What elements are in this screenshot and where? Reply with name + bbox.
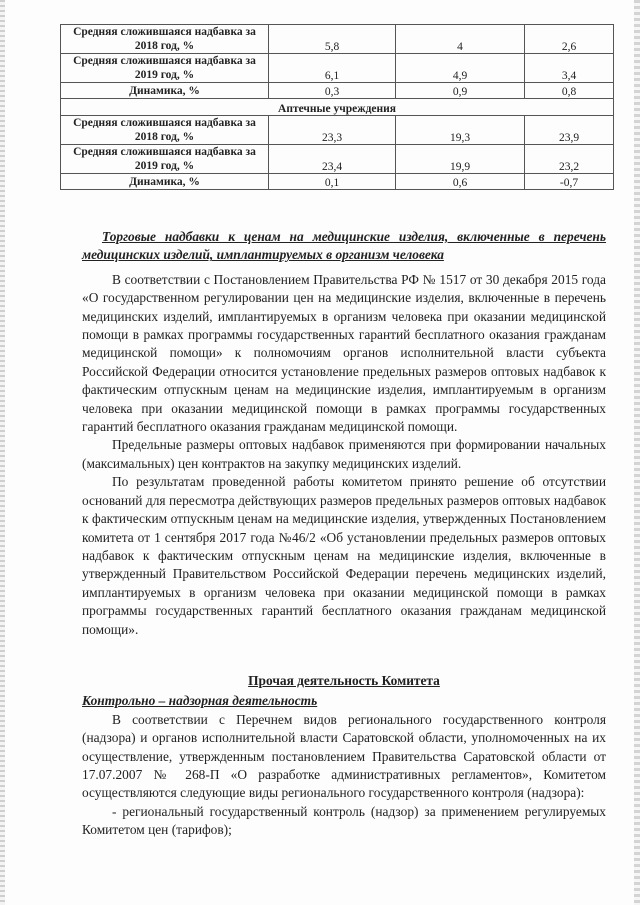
- table-cell: 0,6: [396, 174, 525, 190]
- table-row-label: Средняя сложившаяся надбавка за 2018 год, %: [61, 116, 269, 145]
- paragraph: В соответствии с Перечнем видов регионального государственного контроля (надзора) и органов исполнительной власти Саратовской области, уполномоченных на их осуществление, утвержденным постановлением Правительства Саратовской области от 17.07.2007 № 268-П «О разработке административных регламентов», Комитетом осуществляются следующие виды регионального государственного контроля (надзора):: [82, 711, 606, 801]
- table-cell: 2,6: [525, 25, 614, 54]
- table-section-row: [61, 99, 614, 116]
- table-cell: 19,3: [396, 116, 525, 145]
- table-row: [61, 83, 614, 99]
- section-subtitle: Контрольно – надзорная деятельность: [82, 693, 318, 709]
- table-row-label: Средняя сложившаяся надбавка за 2019 год, %: [61, 145, 269, 174]
- table-cell: 23,4: [269, 145, 396, 174]
- table-cell: 4,9: [396, 54, 525, 83]
- table-row: [61, 116, 614, 145]
- table-row: [61, 54, 614, 83]
- table-row-label: Средняя сложившаяся надбавка за 2018 год, %: [61, 25, 269, 54]
- table-row: [61, 174, 614, 190]
- table-cell: 23,9: [525, 116, 614, 145]
- table-cell: 0,3: [269, 83, 396, 99]
- markup-table: [60, 24, 614, 190]
- table-cell: 19,9: [396, 145, 525, 174]
- table-row: [61, 145, 614, 174]
- table-cell: 23,2: [525, 145, 614, 174]
- paragraph: По результатам проведенной работы комитетом принято решение об отсутствии оснований для пересмотра действующих размеров предельных размеров оптовых надбавок к фактическим отпускным ценам на медицинские изделия, утвержденных Постановлением комитета от 1 сентября 2017 года №46/2 «Об установлении предельных размеров оптовых надбавок к фактическим отпускным ценам на медицинские изделия, включенные в утвержденный Правительством Российской Федерации перечень медицинских изделий, имплантируемых в организм человека при оказании медицинской помощи в рамках программы государственных гарантий бесплатного оказания гражданам медицинской помощи».: [82, 474, 606, 637]
- paragraph: - региональный государственный контроль (надзор) за применением регулируемых Комитетом цен (тарифов);: [82, 803, 606, 838]
- paragraph: В соответствии с Постановлением Правительства РФ № 1517 от 30 декабря 2015 года «О государственном регулировании цен на медицинские изделия, включенные в перечень медицинских изделий, имплантируемых в организм человека при оказании медицинской помощи в рамках программы государственных гарантий бесплатного оказания гражданам медицинской помощи» к полномочиям органов исполнительной власти субъекта Российской Федерации относится установление предельных размеров оптовых надбавок к фактическим отпускным ценам на медицинские изделия, имплантируемым в организм человека при оказании медицинской помощи в рамках программы государственных гарантий бесплатного оказания гражданам медицинской помощи.: [82, 271, 606, 435]
- table-section-title: Аптечные учреждения: [61, 99, 614, 116]
- table-cell: 0,8: [525, 83, 614, 99]
- table-row-label: Динамика, %: [61, 174, 269, 190]
- paragraph: Предельные размеры оптовых надбавок применяются при формировании начальных (максимальных) цен контрактов на закупку медицинских изделий.: [82, 437, 606, 471]
- table-cell: -0,7: [525, 174, 614, 190]
- scan-edge-right: [634, 0, 640, 905]
- table-row-label: Средняя сложившаяся надбавка за 2019 год, %: [61, 54, 269, 83]
- section-medical-devices: [82, 228, 606, 639]
- table-cell: 23,3: [269, 116, 396, 145]
- table-row-label: Динамика, %: [61, 83, 269, 99]
- scan-edge-left: [0, 0, 5, 905]
- table-cell: 6,1: [269, 54, 396, 83]
- section-title: Прочая деятельность Комитета: [248, 673, 440, 688]
- table-cell: 5,8: [269, 25, 396, 54]
- section-heading: Торговые надбавки к ценам на медицинские изделия, включенные в перечень медицинских изделий, имплантируемых в организм человека: [82, 229, 606, 263]
- table-row: [61, 25, 614, 54]
- table-cell: 0,1: [269, 174, 396, 190]
- table-cell: 0,9: [396, 83, 525, 99]
- table-cell: 3,4: [525, 54, 614, 83]
- section-other-activity: [82, 672, 606, 840]
- table-cell: 4: [396, 25, 525, 54]
